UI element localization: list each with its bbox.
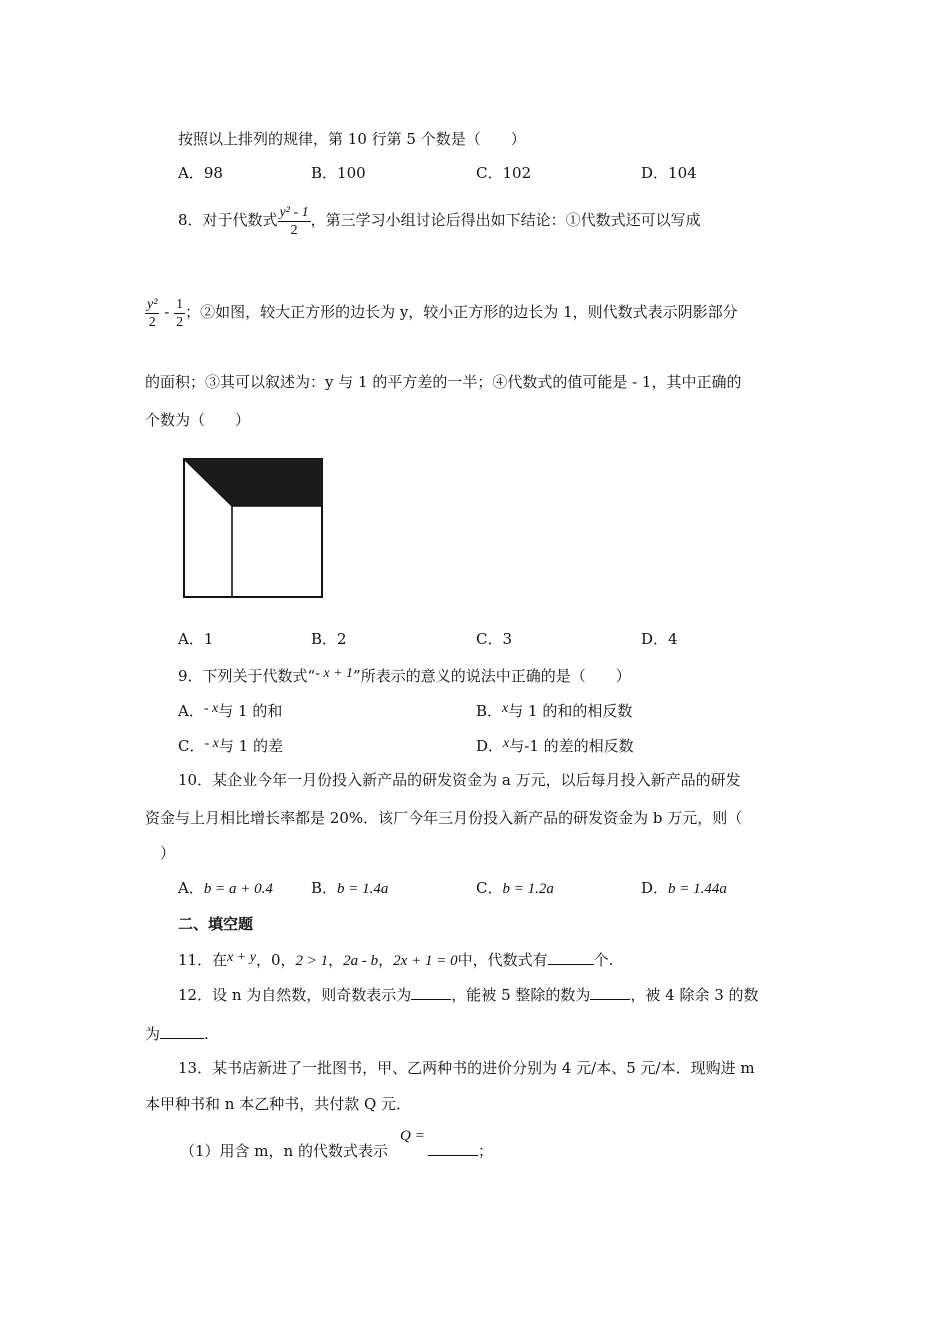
q9-c-text: 与 1 的差 — [218, 737, 283, 755]
q9-b-math: x — [502, 701, 509, 716]
q10-b-label: B． — [311, 879, 338, 897]
q11-suffix: 个. — [593, 951, 614, 969]
q11-sep-1: ，0， — [255, 951, 296, 969]
q8-frac1-num: y² - 1 — [279, 204, 309, 220]
q11-expr-3: 2a - b — [343, 953, 379, 969]
q8-fraction-2 — [145, 296, 159, 331]
q12-text-d: 为 — [145, 1025, 161, 1043]
q10-option-a — [178, 878, 273, 899]
q8-after-frac1: ，第三学习小组讨论后得出如下结论：①代数式还可以写成 — [310, 211, 701, 229]
q12-text-e: . — [204, 1025, 209, 1043]
q11-expr-1: x + y — [227, 950, 256, 965]
q11-sep-4: 中，代数式有 — [457, 951, 548, 969]
section-heading: 二、填空题 — [178, 915, 254, 933]
q11-answer-blank[interactable] — [548, 950, 594, 965]
q13-sub1-math: Q = — [400, 1128, 425, 1144]
q8-frac2-num: y² — [147, 296, 158, 312]
q11-sep-2: ， — [328, 951, 344, 969]
q13-sub1-suffix: ； — [478, 1142, 494, 1160]
q13-line2: 本甲种书和 n 本乙种书，共付款 Q 元． — [145, 1095, 412, 1113]
q12-text-b: ，能被 5 整除的数为 — [451, 986, 591, 1004]
q9-stem — [178, 664, 631, 686]
q8-option-d: D．4 — [641, 630, 678, 648]
q11-expr-4: 2x + 1 = 0 — [393, 953, 458, 969]
q7-option-d: D．104 — [641, 164, 697, 182]
q12-line2 — [145, 1024, 209, 1044]
q7-stem: 按照以上排列的规律，第 10 行第 5 个数是（ ） — [178, 130, 526, 148]
q8-frac2-den: 2 — [148, 314, 156, 330]
q9-b-label: B． — [476, 702, 503, 720]
q12-blank-2[interactable] — [590, 985, 630, 1000]
q9-d-text: 与-1 的差的相反数 — [509, 737, 634, 755]
q13-sub1 — [180, 1141, 388, 1161]
q9-c-label: C． — [178, 737, 205, 755]
q8-line2 — [145, 290, 738, 334]
q9-a-label: A． — [178, 702, 204, 720]
q10-c-label: C． — [476, 879, 503, 897]
q10-d-label: D． — [641, 879, 669, 897]
q7-option-b: B．100 — [311, 164, 366, 182]
q8-option-c: C．3 — [476, 630, 513, 648]
q10-option-c — [476, 878, 554, 899]
q12-blank-3[interactable] — [160, 1024, 204, 1039]
q12-text-a: 12．设 n 为自然数，则奇数表示为 — [178, 986, 412, 1004]
q11-line — [178, 948, 613, 971]
q13-sub1-prefix: （1）用含 m，n 的代数式表示 — [180, 1142, 388, 1160]
q9-stem-prefix: 9．下列关于代数式“ — [178, 667, 316, 685]
q8-line1 — [178, 198, 701, 242]
squares-figure — [180, 456, 326, 600]
q7-option-c: C．102 — [476, 164, 532, 182]
q9-d-label: D． — [476, 737, 504, 755]
q9-stem-suffix: ”所表示的意义的说法中正确的是（ ） — [353, 667, 631, 685]
q9-expression: - x + 1 — [315, 666, 354, 681]
q8-fraction-1 — [278, 204, 311, 239]
q11-prefix: 11．在 — [178, 951, 228, 969]
q9-a-math: - x — [203, 701, 219, 716]
q9-c-math: - x — [204, 736, 219, 751]
q10-d-math: b = 1.44a — [668, 881, 727, 897]
q12-line1 — [178, 985, 759, 1005]
q12-blank-1[interactable] — [411, 985, 451, 1000]
q10-b-math: b = 1.4a — [337, 881, 389, 897]
q9-option-a — [178, 699, 282, 721]
q8-option-a: A．1 — [178, 630, 214, 648]
q10-a-math: b = a + 0.4 — [203, 881, 273, 897]
q8-line3: 的面积；③其可以叙述为：y 与 1 的平方差的一半；④代数式的值可能是 - 1，其中正确的 — [145, 373, 742, 391]
q10-line3: ） — [160, 844, 176, 862]
q10-a-label: A． — [178, 879, 204, 897]
q8-frac3-den: 2 — [176, 314, 184, 330]
q8-line2-rest: ；②如图，较大正方形的边长为 y，较小正方形的边长为 1，则代数式表示阴影部分 — [185, 303, 738, 321]
q8-frac1-den: 2 — [290, 222, 298, 238]
q13-answer-blank[interactable] — [428, 1141, 478, 1156]
q10-line2: 资金与上月相比增长率都是 20%．该厂今年三月份投入新产品的研发资金为 b 万元，则（ — [145, 809, 743, 827]
q8-option-b: B．2 — [311, 630, 347, 648]
q8-minus: - — [164, 303, 170, 321]
q11-sep-3: ， — [378, 951, 394, 969]
q10-c-math: b = 1.2a — [502, 881, 554, 897]
q10-option-d — [641, 878, 727, 899]
q8-line4: 个数为（ ） — [145, 411, 251, 429]
q9-b-text: 与 1 的和的相反数 — [508, 702, 633, 720]
q10-option-b — [311, 878, 388, 899]
q9-a-text: 与 1 的和 — [218, 702, 283, 720]
q9-option-d — [476, 734, 634, 756]
q10-line1: 10．某企业今年一月份投入新产品的研发资金为 a 万元，以后每月投入新产品的研发 — [178, 771, 741, 789]
q13-line1: 13．某书店新进了一批图书，甲、乙两种书的进价分别为 4 元/本、5 元/本．现购进 m — [178, 1059, 755, 1077]
q9-option-b — [476, 699, 632, 721]
q8-fraction-3 — [174, 296, 185, 331]
q9-option-c — [178, 734, 283, 756]
q9-d-math: x — [503, 736, 510, 751]
q7-option-a: A．98 — [178, 164, 223, 182]
q8-frac3-num: 1 — [176, 296, 184, 312]
q13-sub1-answer — [428, 1141, 493, 1161]
q8-prefix: 8．对于代数式 — [178, 211, 278, 229]
q11-expr-2: 2 > 1 — [295, 953, 329, 969]
q12-text-c: ，被 4 除余 3 的数 — [630, 986, 759, 1004]
